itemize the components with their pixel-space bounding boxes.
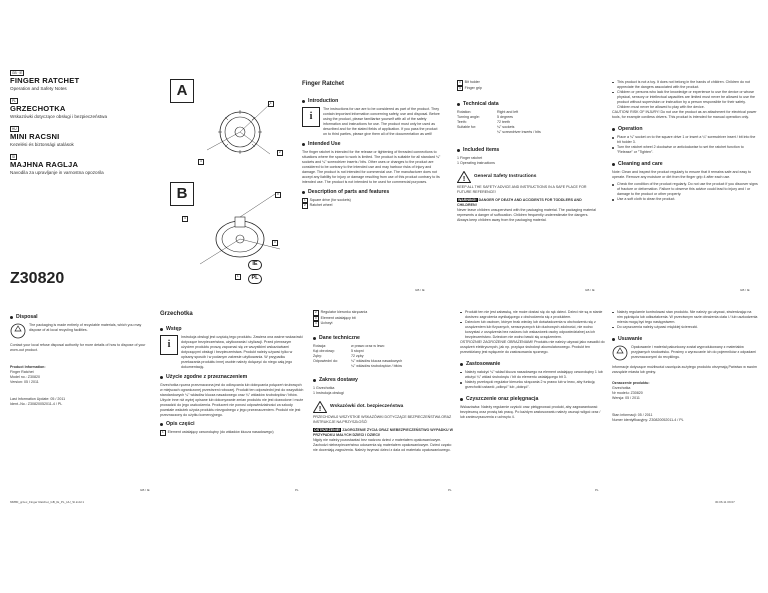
pl-tech-table: Rotacja: w prawo oraz w lewo Kąt obrotowy: 5 stopni Zęby: 72 zęby Odpowiedni do: ¼" wkładów klucza nasadowych ¼" wkładów śrubokrętów / bitów xyxy=(313,343,403,368)
callout-3b: 3 xyxy=(274,240,276,244)
pl-part-4: 4 Uchwyt xyxy=(315,321,333,326)
info-icon: i xyxy=(302,107,320,127)
svg-text:!: ! xyxy=(318,405,322,413)
en-col-3 xyxy=(612,80,758,290)
page-footer-pl-2: PL xyxy=(295,488,299,492)
pl-last-info: Stan informacji: 05 / 2011 Numer identyfikacyjny: Z30820052011-4 / PL xyxy=(612,412,684,422)
lang-block-pl xyxy=(10,98,107,120)
callout-4b: 4 xyxy=(184,216,186,220)
pl-caution: OSTROŻNIE! ZAGROŻENIE OBRAŻENIAMI! Produktu nie należy używać jako nasadki do urządzeń elektrycznych, jak np. przyłącz śrubokręt akumulatorowego. Produkt ten przewidziany jest wyłącznie do zastosowania ręcznego. xyxy=(460,340,605,355)
subtitle-pl: Wskazówki dotyczące obsługi i bezpieczeństwa xyxy=(10,114,108,120)
en-included-1: 1 Finger ratchet xyxy=(457,156,483,161)
lang-code-pl: PL xyxy=(12,99,16,103)
en-parts-heading: Description of parts and features xyxy=(302,189,442,196)
lang-block-gb xyxy=(10,70,79,92)
product-title-gb: FINGER RATCHET xyxy=(10,76,80,85)
callout-1b: 1 xyxy=(237,274,239,278)
figure-area xyxy=(160,74,295,289)
pl-parts-heading: Opis części xyxy=(160,421,305,428)
pl-clean-list: Należy regularnie kontrolować stan produktu. Nie należy go używać, stwierdzając na nim pęknięcia lub odkształcenia. W przeciwnym razie obrażenia ciała i / lub uszkodzenia mienia mogą być tego następstwem. Do czyszczenia należy używać miękkiej ściereczki. xyxy=(612,310,758,330)
en-cleaning-heading: Cleaning and care xyxy=(612,161,758,168)
en-tech-heading: Technical data xyxy=(457,101,597,108)
pl-usage-list: Należy nałożyć ¼" wkład klucza nasadowego na element ustalający czworokątny 1 lub włożyć ¼" wkład śrubokrętu / bit do elementu ustalającego bit 3. Należy przekręcić regulator kierunku skręcania 2 w prawo lub w lewo, aby funkcję grzechotki ustawić „odkręć" lub „dokręć". xyxy=(460,370,605,390)
subtitle-gb: Operation and Safety Notes xyxy=(10,86,67,92)
figure-b-label: B xyxy=(170,182,194,206)
en-caution: CAUTION! RISK OF INJURY! Do not use the product as an attachment for electrical power tools, for example cordless drivers. This product is intended for manual operation only. xyxy=(612,110,757,120)
figure-a-label: A xyxy=(170,79,194,103)
subtitle-hu: Kezelési és biztonsági utalások xyxy=(10,142,74,148)
warning-icon-pl xyxy=(313,401,327,413)
lang-block-hu xyxy=(10,126,74,148)
en-title: Finger Ratchet xyxy=(302,81,345,87)
en-part-1: 1 Square drive (for sockets) xyxy=(304,197,351,202)
lang-code-gb: GB · IE xyxy=(12,71,23,75)
pl-tech-heading: Dane techniczne xyxy=(313,335,453,342)
pl-usage-heading: Zastosowanie xyxy=(460,361,605,368)
en-right-bullets: This product is not a toy. It does not belong in the hands of children. Children do not appreciate the dangers associated with the product. Children or persons who lack the knowledge or experience to use the device or whose physical, sensory or intellectual capacities are limited must never be allowed to use the product without supervision or instruction by a person responsible for their safety. Children must never be allowed to play with the device. xyxy=(612,80,758,110)
product-title-si: MAJHNA RAGLJA xyxy=(10,160,79,169)
product-title-pl: GRZECHOTKA xyxy=(10,104,66,113)
lang-code-si: SI xyxy=(12,155,16,159)
en-included-2: 1 Operating instructions xyxy=(457,161,495,166)
callout-4: 4 xyxy=(200,159,202,163)
en-part-3: 3 Bit holder xyxy=(459,80,480,84)
page-footer-pl-1: GB / IE xyxy=(140,488,150,492)
pl-col-1 xyxy=(160,310,305,490)
page-footer-pl-4: PL xyxy=(595,488,599,492)
en-cleaning-list: Check the condition of the product regularly. Do not use the product if you discover signs of fracture or deformation. Failure to observe this advice could lead to injury and / or damage to the product or other property. Use a soft cloth to clean the product. xyxy=(612,182,758,202)
file-name: 66880_grzec_Finger Ratchet_GB_IE_PL_HU_SI.indd 1 xyxy=(10,500,85,504)
pl-col-4 xyxy=(612,310,758,490)
en-intro-heading: Introduction xyxy=(302,98,442,105)
pl-maker: Grzechotka Nr modelu: Z30820 Wersja: 05 / 2011 xyxy=(612,386,643,400)
pl-use-text: Grzechotka ręczna przeznaczona jest do odkręcania lub dokręcania połączeń śrubowych w miejscach ograniczonej przestrzeni roboczej. Produkt ten odpowiedni jest do wszystkich standardowych ¼" wkładów klucza nasadowego oraz ¼" wkładów śrubokrętów / bitów. Użycie inne niż wyżej opisane lub dokonywanie zmian produktu nie jest dozwolone i może prowadzić do jego uszkodzenia. Producent nie ponosi odpowiedzialności za szkody powstałe wskutek użycia produktu niezgodnego z jego przeznaczeniem. Produkt nie jest przeznaczony do użytku komercyjnego. xyxy=(160,382,304,417)
pl-disposal-block: Opakowanie i materiał pakunkowy został wyprodukowany z materiałów przyjaznych środowisku. Prosimy o wyrzucanie ich do pojemników z odpadami przeznaczonymi do recyklingu. xyxy=(612,345,758,361)
en-intro xyxy=(302,107,442,137)
svg-text:!: ! xyxy=(462,176,466,184)
pl-scope-1: 1 Grzechotka xyxy=(313,385,335,390)
pl-disposal-text-2: Informacje dotyczące możliwości usunięcia zużytego produktu otrzymają Państwo w swoim zarządzie miasta lub gminy. xyxy=(612,365,758,375)
en-safety-heading: ! General Safety Instructions xyxy=(457,171,597,183)
en-disposal-block: The packaging is made entirely of recyclable materials, which you may dispose of at local recycling facilities. xyxy=(10,323,150,339)
pl-col3-bullets: Produkt ten nie jest zabawką, nie może dostać się do rąk dzieci. Dzieci nie są w stanie dostrzec zagrożenia wynikającego z obchodzenia się z produktem. Dzieciom lub osobom, którym brak wiedzy lub doświadczenia w obchodzeniu się z urządzeniem lub fizycznych, sensorycznych lub duchowych zdolności, nie wolno korzystać z urządzenia bez nadzoru lub wskazówek osoby odpowiedzialnej za ich bezpieczeństwo. Dzieciom nie wolno bawić się urządzeniem. xyxy=(460,310,605,340)
en-part-4: 4 Finger grip xyxy=(459,85,482,90)
en-product-info: Finger Ratchet Model no.: Z30820 Version: 05 / 2011 xyxy=(10,369,40,384)
page-footer-pl-3: PL xyxy=(448,488,452,492)
en-intended-heading: Intended Use xyxy=(302,141,442,148)
en-disposal-col xyxy=(10,310,150,490)
print-date: 30.06.11 09:07 xyxy=(715,500,735,504)
page-footer-1: GB / IE xyxy=(415,288,425,292)
pl-safety-keep: PRZECHOWUJ WSZYSTKIE WSKAZÓWKI DOTYCZĄCE BEZPIECZEŃSTWA ORAZ INSTRUKCJE NA PRZYSZŁOŚĆ! xyxy=(313,414,452,424)
pl-col-2 xyxy=(313,310,453,490)
pl-part-1: 1 Element ustalający czworokątny (do wkładów klucza nasadowego) xyxy=(162,430,274,435)
recycle-icon-pl xyxy=(612,345,628,361)
product-title-hu: MINI RACSNI xyxy=(10,132,60,141)
lang-block-si xyxy=(10,154,104,176)
pl-clean-note: Wskazówka: Należy regularnie czyścić oraz pielęgnować produkt, aby zagwarantować bezpieczną oraz prostą tak pracę. Po każdym zastosowaniu należy usunąć wilgoć oraz / lub zanieczyszczenia z uchwytu 4. xyxy=(460,405,601,420)
pl-maker-heading: Oznaczenie produktu: xyxy=(612,381,650,386)
callout-1: 1 xyxy=(270,101,272,105)
country-badge-ie: IE xyxy=(248,260,262,270)
pl-scope-2: 1 Instrukcja obsługi xyxy=(313,390,344,395)
en-intended-text: The finger ratchet is intended for the release or tightening of threaded connections to situations where the space to work is limited. The product is suitable for all standard ¼" sockets and ¼" screwdriver inserts / bits. Other uses or changes to the product are considered to be contrary to the intended use and may harbour risks of injury and damage. The product is not intended for commercial use. The manufacturer does not accept any liability for injury or damage resulting from use of this product contrary to its intended use. The product is not intended to be used for commercial purposes. xyxy=(302,149,441,184)
subtitle-si: Navodila za upravljanje in varnostna opozorila xyxy=(10,170,104,176)
pl-intro: i Instrukcja obsługi jest częścią tego produktu. Zawiera ona ważne wskazówki dotyczące bezpieczeństwa, użytkowania i utylizacji. Przed pierwszym użyciem produktu proszę zapoznać się ze wszystkimi wskazówkami dotyczącymi obsługi i bezpieczeństwa. Produkt należy używać tylko w opisany sposób i w podanym zakresie użytkowania. W przypadku przekazania produktu innej osobie należy dołączyć do niego całą jego dokumentację. xyxy=(160,335,305,370)
page-footer-2: GB / IE xyxy=(585,288,595,292)
en-operation-heading: Operation xyxy=(612,126,758,133)
recycle-icon xyxy=(10,323,26,339)
pl-col-3 xyxy=(460,310,605,490)
pl-part-3: 3 Element ustalający bit xyxy=(315,315,356,320)
pl-use-heading: Użycie zgodne z przeznaczeniem xyxy=(160,374,305,381)
info-icon-pl: i xyxy=(160,335,178,355)
warning-icon xyxy=(457,171,471,183)
lang-code-hu: HU xyxy=(12,127,17,131)
en-warning: WARNING! DANGER OF DEATH AND ACCIDENTS FOR TODDLERS AND CHILDREN! Never leave children unsupervised with the packaging material. The packaging material represents a danger of suffocation. Children frequently underestimate the dangers. Always keep children away from the packaging material. xyxy=(457,198,596,222)
en-disposal-text-2: Contact your local refuse disposal authority for more details of how to dispose of your worn-out product. xyxy=(10,343,146,352)
pl-clean-heading: Czyszczenie oraz pielęgnacja xyxy=(460,396,605,403)
pl-title: Grzechotka xyxy=(160,311,193,317)
en-col-1 xyxy=(302,80,442,290)
callout-2: 2 xyxy=(279,150,281,154)
en-safety-keep: KEEP ALL THE SAFETY ADVICE AND INSTRUCTIONS IN A SAFE PLACE FOR FUTURE REFERENCE! xyxy=(457,185,587,195)
pl-part-2: 2 Regulator kierunku skręcania xyxy=(315,310,368,314)
en-intro-text: The instructions for use are to be considered as part of the product. They contain important information concerning safety, use and disposal. Before using the product, please familiarise yourself with all of the safety information and instructions for use. The product must only be used as described and for the stated fields of application. If you pass the product on to third parties, please give them all of the documentation as well! xyxy=(323,107,440,136)
en-disposal-heading: Disposal xyxy=(10,314,150,321)
pl-warning: OSTRZEŻENIE! ZAGROŻENIE ŻYCIA ORAZ NIEBEZPIECZEŃSTWO WYPADKU W PRZYPADKU MAŁYCH DZIECI I DZIECI! Nigdy nie należy pozostawiać bez nadzoru dzieci z materiałem opakowaniowym. Zachodzi niebezpieczeństwo uduszenia się materiałem opakowaniowym. Dzieci często nie doceniają zagrożenia. Należy trzymać dzieci z dala od materiału opakowaniowego. xyxy=(313,427,453,452)
country-badge-pl: PL xyxy=(248,274,262,284)
page-footer-3: GB / IE xyxy=(740,288,750,292)
en-tech-table: Rotation: Right and left Turning angle: 5 degrees Teeth: 72 teeth Suitable for: ¼" sockets ¼" screwdriver inserts / bits xyxy=(457,110,541,135)
pl-intro-heading: Wstęp xyxy=(160,326,305,333)
pl-scope-heading: Zakres dostawy xyxy=(313,377,453,384)
en-col-2 xyxy=(457,80,597,290)
pl-disposal-heading: Usuwanie xyxy=(612,336,758,343)
en-product-info-heading: Product Information: xyxy=(10,364,46,369)
en-last-info: Last Information Update: 05 / 2011 Ident.-No.: Z30820052011-4 / PL xyxy=(10,396,66,406)
en-included-heading: Included items xyxy=(457,147,597,154)
pl-safety-heading: ! Wskazówki dot. bezpieczeństwa xyxy=(313,401,453,413)
en-operation-list: Place a ¼" socket on to the square drive 1 or insert a ¼" screwdriver insert / bit into the bit holder 3. Turn the ratchet wheel 2 clockwise or anticlockwise to set the ratchet function to "Release" or "Tighten". xyxy=(612,135,758,155)
ratchet-illustration-b xyxy=(185,189,295,279)
en-part-2: 2 Ratchet wheel xyxy=(304,203,333,208)
en-cleaning-note: Note: Clean and inspect the product regularly to ensure that it remains safe and easy to operate. Remove any moisture or dirt from the finger grip 4 after each use. xyxy=(612,170,752,180)
model-number: Z30820 xyxy=(10,270,65,287)
callout-3a: 3 xyxy=(277,192,279,196)
